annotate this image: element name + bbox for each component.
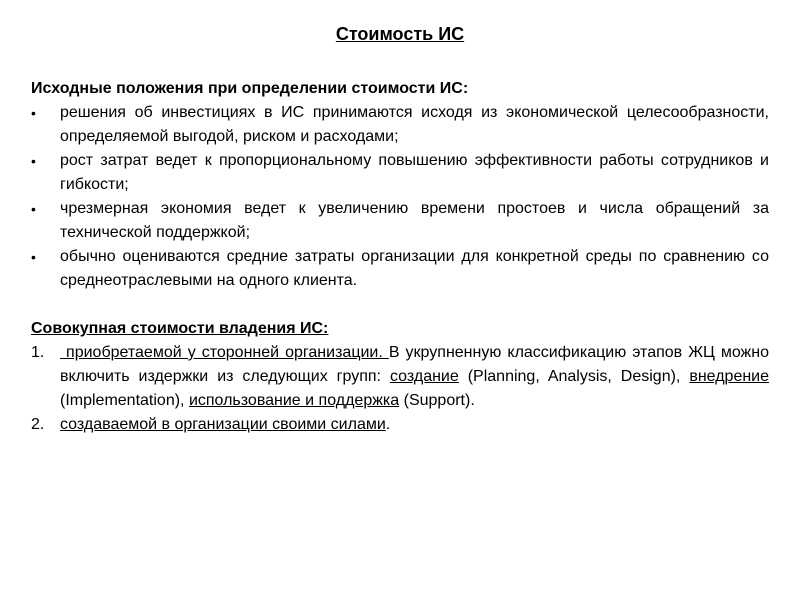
section-heading-text: Исходные положения при определении стоимости ИС [31, 80, 463, 97]
term-use-support: использование и поддержка [188, 392, 400, 409]
numbered-item-2 [31, 413, 769, 437]
list-item-text: чрезмерная экономия ведет к увеличению времени простоев и числа обращений за технической поддержкой; [60, 200, 769, 241]
numbered-list [31, 341, 769, 437]
bullet-list [31, 101, 769, 293]
term-creation: создание [389, 368, 459, 385]
item-text: (Support). [399, 392, 475, 409]
section-heading-initial-positions [31, 77, 769, 101]
list-item [31, 245, 769, 293]
section-heading-colon: : [462, 80, 469, 97]
item-text: (Planning, Analysis, Design), [458, 368, 690, 385]
list-item [31, 197, 769, 245]
spacer [31, 293, 769, 317]
list-item [31, 149, 769, 197]
section-heading-tco: Совокупная стоимости владения ИС: [31, 320, 329, 337]
list-item [31, 101, 769, 149]
in-house-link[interactable]: создаваемой в организации своими силами [60, 416, 386, 433]
list-item-text: обычно оцениваются средние затраты организации для конкретной среды по сравнению со среднеотраслевыми на одного клиента. [60, 248, 769, 289]
item-text: (Implementation), [60, 392, 189, 409]
acquired-link[interactable]: приобретаемой у сторонней организации. [60, 344, 389, 361]
numbered-item-1 [31, 341, 769, 413]
bullet-icon: • [31, 153, 36, 169]
item-number: 1. [31, 344, 45, 361]
bullet-icon: • [31, 201, 36, 217]
item-text: В укрупненную классификацию этапов ЖЦ можно включить издержки из следующих групп: [60, 344, 769, 385]
bullet-icon: • [31, 105, 36, 121]
bullet-icon: • [31, 249, 36, 265]
slide-content [31, 77, 769, 437]
list-item-text: рост затрат ведет к пропорциональному повышению эффективности работы сотрудников и гибкости; [60, 152, 769, 193]
item-suffix: . [385, 416, 391, 433]
list-item-text: решения об инвестициях в ИС принимаются исходя из экономической целесообразности, определяемой выгодой, риском и расходами; [60, 104, 769, 145]
slide-title: Стоимость ИС [335, 24, 465, 44]
term-implementation: внедрение [689, 368, 770, 385]
item-number: 2. [31, 416, 45, 433]
